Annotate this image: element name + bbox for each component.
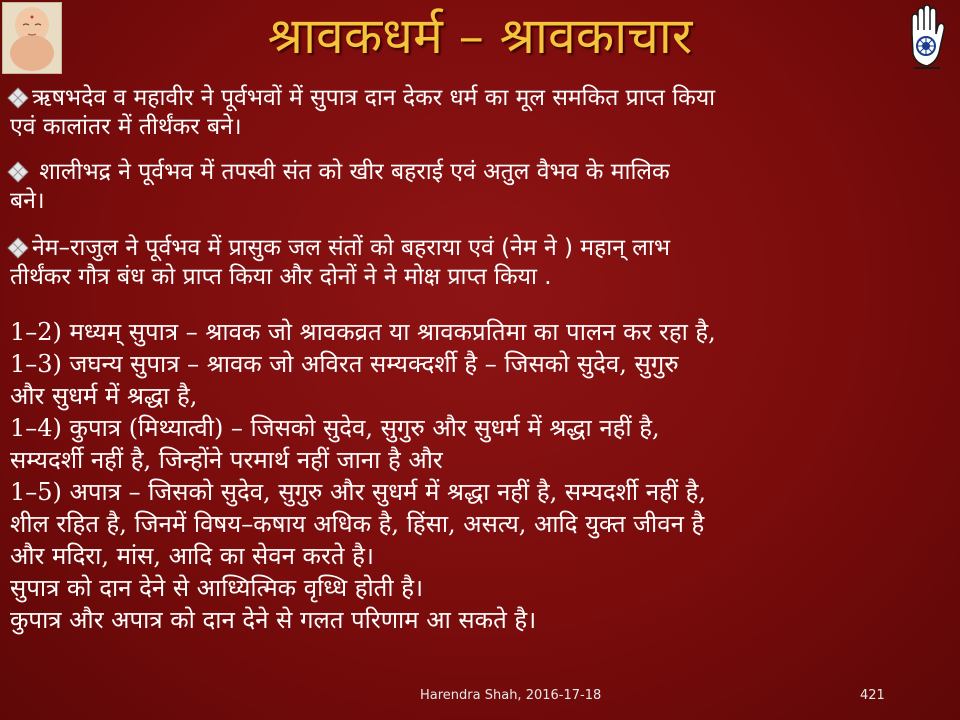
bullet-line: तीर्थंकर गौत्र बंध को प्राप्त किया और दोनों ने ने मोक्ष प्राप्त किया . [10,264,552,290]
bullet-line: एवं कालांतर में तीर्थंकर बने। [10,114,242,140]
bullet-line: नेम–राजुल ने पूर्वभव में प्रासुक जल संतों को बहराया एवं (नेम ने ) महान् लाभ [32,235,671,261]
text-line: कुपात्र और अपात्र को दान देने से गलत परिणाम आ सकते है। [10,606,537,634]
text-line: शील रहित है, जिनमें विषय–कषाय अधिक है, हिंसा, असत्य, आदि युक्त जीवन है [10,510,705,538]
page-number: 421 [860,688,885,703]
text-line: और मदिरा, मांस, आदि का सेवन करते है। [10,542,374,570]
bullet-line: शालीभद्र ने पूर्वभव में तपस्वी संत को खीर बहराई एवं अतुल वैभव के मालिक [32,159,670,185]
bullet-line: बने। [10,188,45,214]
text-line: 1–4) कुपात्र (मिथ्यात्वी) – जिसको सुदेव, सुगुरु और सुधर्म में श्रद्धा नहीं है, [10,414,660,442]
diamond-bullet-icon [10,164,26,180]
bullet-line: ऋषभदेव व महावीर ने पूर्वभवों में सुपात्र दान देकर धर्म का मूल समकित प्राप्त किया [32,85,716,111]
text-line: और सुधर्म में श्रद्धा है, [10,382,198,410]
diamond-bullet-icon [10,240,26,256]
diamond-bullet-icon [10,90,26,106]
text-line: 1–5) अपात्र – जिसको सुदेव, सुगुरु और सुधर्म में श्रद्धा नहीं है, सम्यदर्शी नहीं है, [10,478,707,506]
footer-author: Harendra Shah, 2016-17-18 [420,688,602,703]
text-line: सुपात्र को दान देने से आध्यित्मिक वृध्धि होती है। [10,574,424,602]
bullet-item-1 [10,84,945,142]
bullet-item-3 [10,234,945,292]
main-content [10,316,950,636]
bullet-item-2 [10,158,945,216]
text-line: 1–2) मध्यम् सुपात्र – श्रावक जो श्रावकव्रत या श्रावकप्रतिमा का पालन कर रहा है, [10,318,716,346]
text-line: सम्यदर्शी नहीं है, जिन्होंने परमार्थ नहीं जाना है और [10,446,443,474]
page-title: श्रावकधर्म – श्रावकाचार [267,7,693,65]
jain-hand-symbol-icon [900,4,954,74]
text-line: 1–3) जघन्य सुपात्र – श्रावक जो अविरत सम्यक्दर्शी है – जिसको सुदेव, सुगुरु [10,350,679,378]
